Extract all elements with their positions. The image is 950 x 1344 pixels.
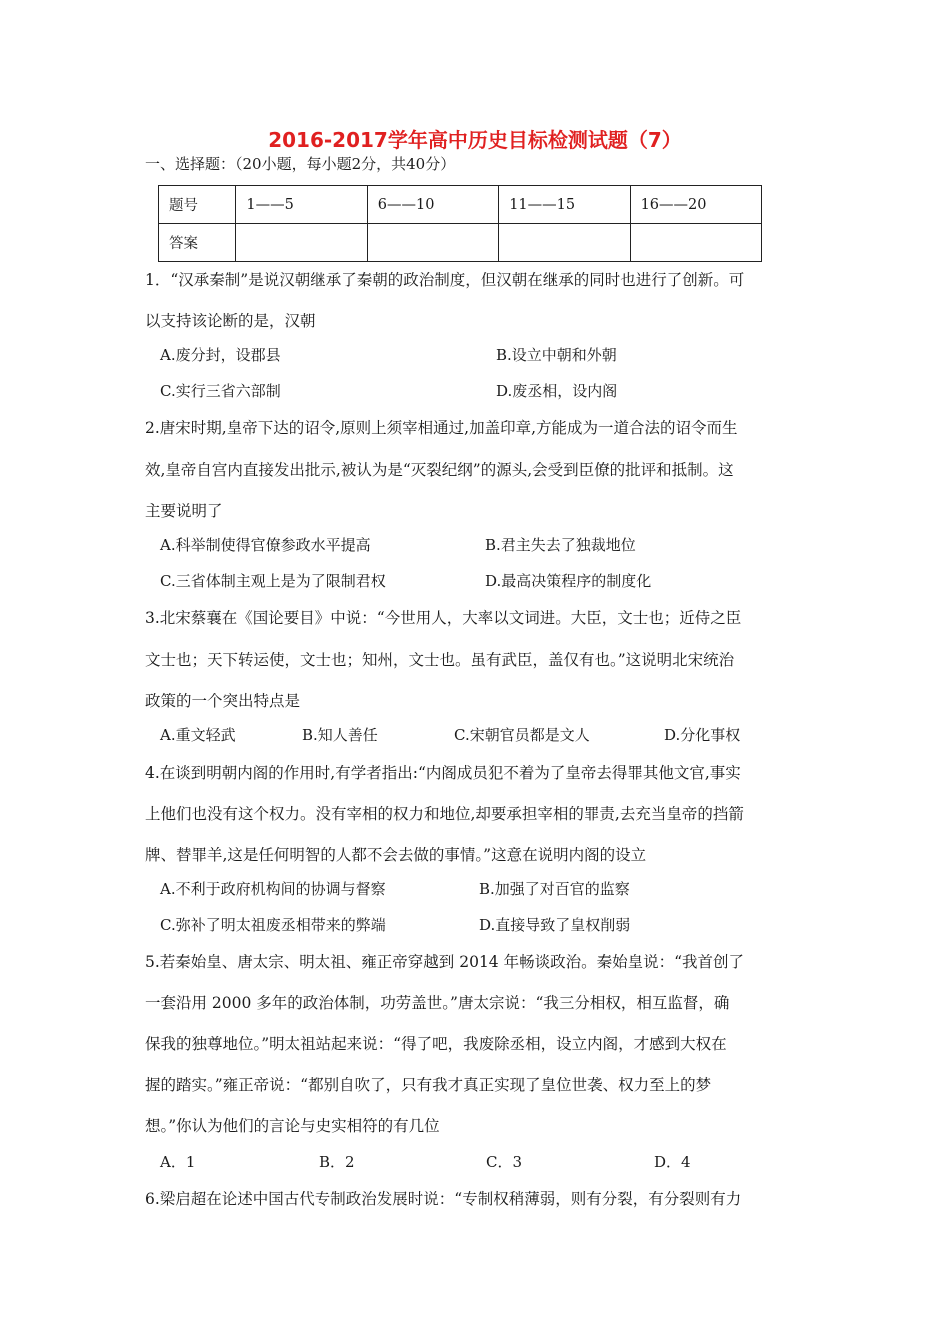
question-4-option-d: D.直接导致了皇权削弱 [479, 916, 631, 934]
question-1-option-b: B.设立中朝和外朝 [496, 346, 617, 364]
table-row [159, 186, 762, 224]
document-title: 2016-2017学年高中历史目标检测试题（7） [268, 128, 682, 152]
answer-cell[interactable] [236, 224, 367, 262]
answer-cell[interactable] [630, 224, 761, 262]
row-label-answer: 答案 [159, 224, 236, 262]
question-5-line-3: 保我的独尊地位。”明太祖站起来说：“得了吧，我废除丞相，设立内阁，才感到大权在 [145, 1035, 727, 1053]
question-2-option-d: D.最高决策程序的制度化 [485, 572, 652, 590]
answer-cell[interactable] [499, 224, 630, 262]
question-5-line-4: 握的踏实。”雍正帝说：“都别自吹了，只有我才真正实现了皇位世袭、权力至上的梦 [145, 1076, 712, 1094]
question-3-option-c: C.宋朝官员都是文人 [454, 726, 590, 744]
question-1-line-1: 1．“汉承秦制”是说汉朝继承了秦朝的政治制度，但汉朝在继承的同时也进行了创新。可 [145, 271, 745, 289]
question-3-line-3: 政策的一个突出特点是 [145, 692, 301, 710]
question-5-option-c: C．3 [486, 1153, 523, 1171]
section-heading: 一、选择题：（20小题，每小题2分，共40分） [145, 155, 456, 173]
question-3-line-1: 3.北宋蔡襄在《国论要目》中说：“今世用人，大率以文词进。大臣，文士也；近侍之臣 [145, 609, 742, 627]
question-4-line-3: 牌、替罪羊,这是任何明智的人都不会去做的事情。”这意在说明内阁的设立 [145, 846, 647, 864]
range-cell: 1——5 [236, 186, 367, 224]
answer-cell[interactable] [367, 224, 498, 262]
question-4-option-c: C.弥补了明太祖废丞相带来的弊端 [160, 916, 386, 934]
question-2-line-1: 2.唐宋时期,皇帝下达的诏令,原则上须宰相通过,加盖印章,方能成为一道合法的诏令而生 [145, 419, 738, 437]
question-1-option-d: D.废丞相，设内阁 [496, 382, 618, 400]
question-4-option-b: B.加强了对百官的监察 [479, 880, 630, 898]
range-cell: 6——10 [367, 186, 498, 224]
question-4-line-1: 4.在谈到明朝内阁的作用时,有学者指出:“内阁成员犯不着为了皇帝去得罪其他文官,事实 [145, 764, 741, 782]
question-5-option-a: A．1 [160, 1153, 196, 1171]
question-3-line-2: 文士也；天下转运使，文士也；知州，文士也。虽有武臣，盖仅有也。”这说明北宋统治 [145, 651, 735, 669]
question-5-line-2: 一套沿用 2000 多年的政治体制，功劳盖世。”唐太宗说：“我三分相权，相互监督，确 [145, 994, 730, 1012]
question-1-option-a: A.废分封，设郡县 [160, 346, 281, 364]
question-4-line-2: 上他们也没有这个权力。没有宰相的权力和地位,却要承担宰相的罪责,去充当皇帝的挡箭 [145, 805, 744, 823]
question-5-option-d: D．4 [654, 1153, 691, 1171]
question-5-option-b: B．2 [319, 1153, 355, 1171]
question-2-line-2: 效,皇帝自宫内直接发出批示,被认为是“灭裂纪纲”的源头,会受到臣僚的批评和抵制。这 [145, 461, 734, 479]
question-4-option-a: A.不利于政府机构间的协调与督察 [160, 880, 386, 898]
question-1-option-c: C.实行三省六部制 [160, 382, 281, 400]
question-3-option-a: A.重文轻武 [160, 726, 236, 744]
question-1-line-2: 以支持该论断的是，汉朝 [145, 312, 316, 330]
range-cell: 11——15 [499, 186, 630, 224]
question-6-line-1: 6.梁启超在论述中国古代专制政治发展时说：“专制权稍薄弱，则有分裂，有分裂则有力 [145, 1190, 742, 1208]
answer-table [158, 185, 762, 262]
row-label-number: 题号 [159, 186, 236, 224]
question-3-option-b: B.知人善任 [302, 726, 378, 744]
question-2-option-a: A.科举制使得官僚参政水平提高 [160, 536, 371, 554]
question-2-option-b: B.君主失去了独裁地位 [485, 536, 636, 554]
question-3-option-d: D.分化事权 [664, 726, 741, 744]
question-2-line-3: 主要说明了 [145, 502, 223, 520]
range-cell: 16——20 [630, 186, 761, 224]
question-5-line-1: 5.若秦始皇、唐太宗、明太祖、雍正帝穿越到 2014 年畅谈政治。秦始皇说：“我首创了 [145, 953, 745, 971]
table-row [159, 224, 762, 262]
question-2-option-c: C.三省体制主观上是为了限制君权 [160, 572, 386, 590]
question-5-line-5: 想。”你认为他们的言论与史实相符的有几位 [145, 1117, 440, 1135]
